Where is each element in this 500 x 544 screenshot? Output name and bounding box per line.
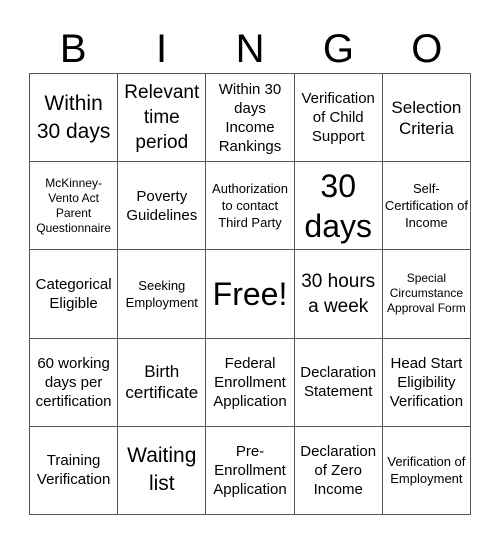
bingo-cell-r2-c4[interactable]: Special Circumstance Approval Form xyxy=(383,250,471,338)
bingo-cell-r3-c0[interactable]: 60 working days per certification xyxy=(30,339,118,427)
bingo-header xyxy=(29,24,471,74)
header-letter-i: I xyxy=(156,27,168,71)
bingo-grid xyxy=(29,73,471,515)
bingo-cell-r1-c4[interactable]: Self-Certification of Income xyxy=(383,162,471,250)
bingo-cell-r0-c2[interactable]: Within 30 days Income Rankings xyxy=(206,74,294,162)
bingo-cell-r4-c1[interactable]: Waiting list xyxy=(118,427,206,515)
bingo-cell-r3-c2[interactable]: Federal Enrollment Application xyxy=(206,339,294,427)
bingo-cell-r1-c1[interactable]: Poverty Guidelines xyxy=(118,162,206,250)
bingo-cell-r3-c1[interactable]: Birth certificate xyxy=(118,339,206,427)
header-letter-g: G xyxy=(322,27,354,71)
bingo-cell-r4-c3[interactable]: Declaration of Zero Income xyxy=(295,427,383,515)
bingo-cell-r2-c0[interactable]: Categorical Eligible xyxy=(30,250,118,338)
bingo-cell-r1-c3[interactable]: 30 days xyxy=(295,162,383,250)
bingo-free-space[interactable]: Free! xyxy=(206,250,294,338)
bingo-cell-r3-c3[interactable]: Declaration Statement xyxy=(295,339,383,427)
bingo-cell-r3-c4[interactable]: Head Start Eligibility Verification xyxy=(383,339,471,427)
bingo-cell-r0-c4[interactable]: Selection Criteria xyxy=(383,74,471,162)
bingo-cell-r2-c3[interactable]: 30 hours a week xyxy=(295,250,383,338)
bingo-cell-r0-c1[interactable]: Relevant time period xyxy=(118,74,206,162)
bingo-cell-r4-c4[interactable]: Verification of Employment xyxy=(383,427,471,515)
bingo-cell-r2-c1[interactable]: Seeking Employment xyxy=(118,250,206,338)
bingo-cell-r1-c2[interactable]: Authorization to contact Third Party xyxy=(206,162,294,250)
bingo-cell-r4-c0[interactable]: Training Verification xyxy=(30,427,118,515)
header-letter-o: O xyxy=(411,27,443,71)
header-letter-b: B xyxy=(59,27,87,71)
bingo-cell-r1-c0[interactable]: McKinney-Vento Act Parent Questionnaire xyxy=(30,162,118,250)
header-letter-n: N xyxy=(235,27,265,71)
bingo-cell-r0-c3[interactable]: Verification of Child Support xyxy=(295,74,383,162)
bingo-cell-r4-c2[interactable]: Pre-Enrollment Application xyxy=(206,427,294,515)
bingo-cell-r0-c0[interactable]: Within 30 days xyxy=(30,74,118,162)
